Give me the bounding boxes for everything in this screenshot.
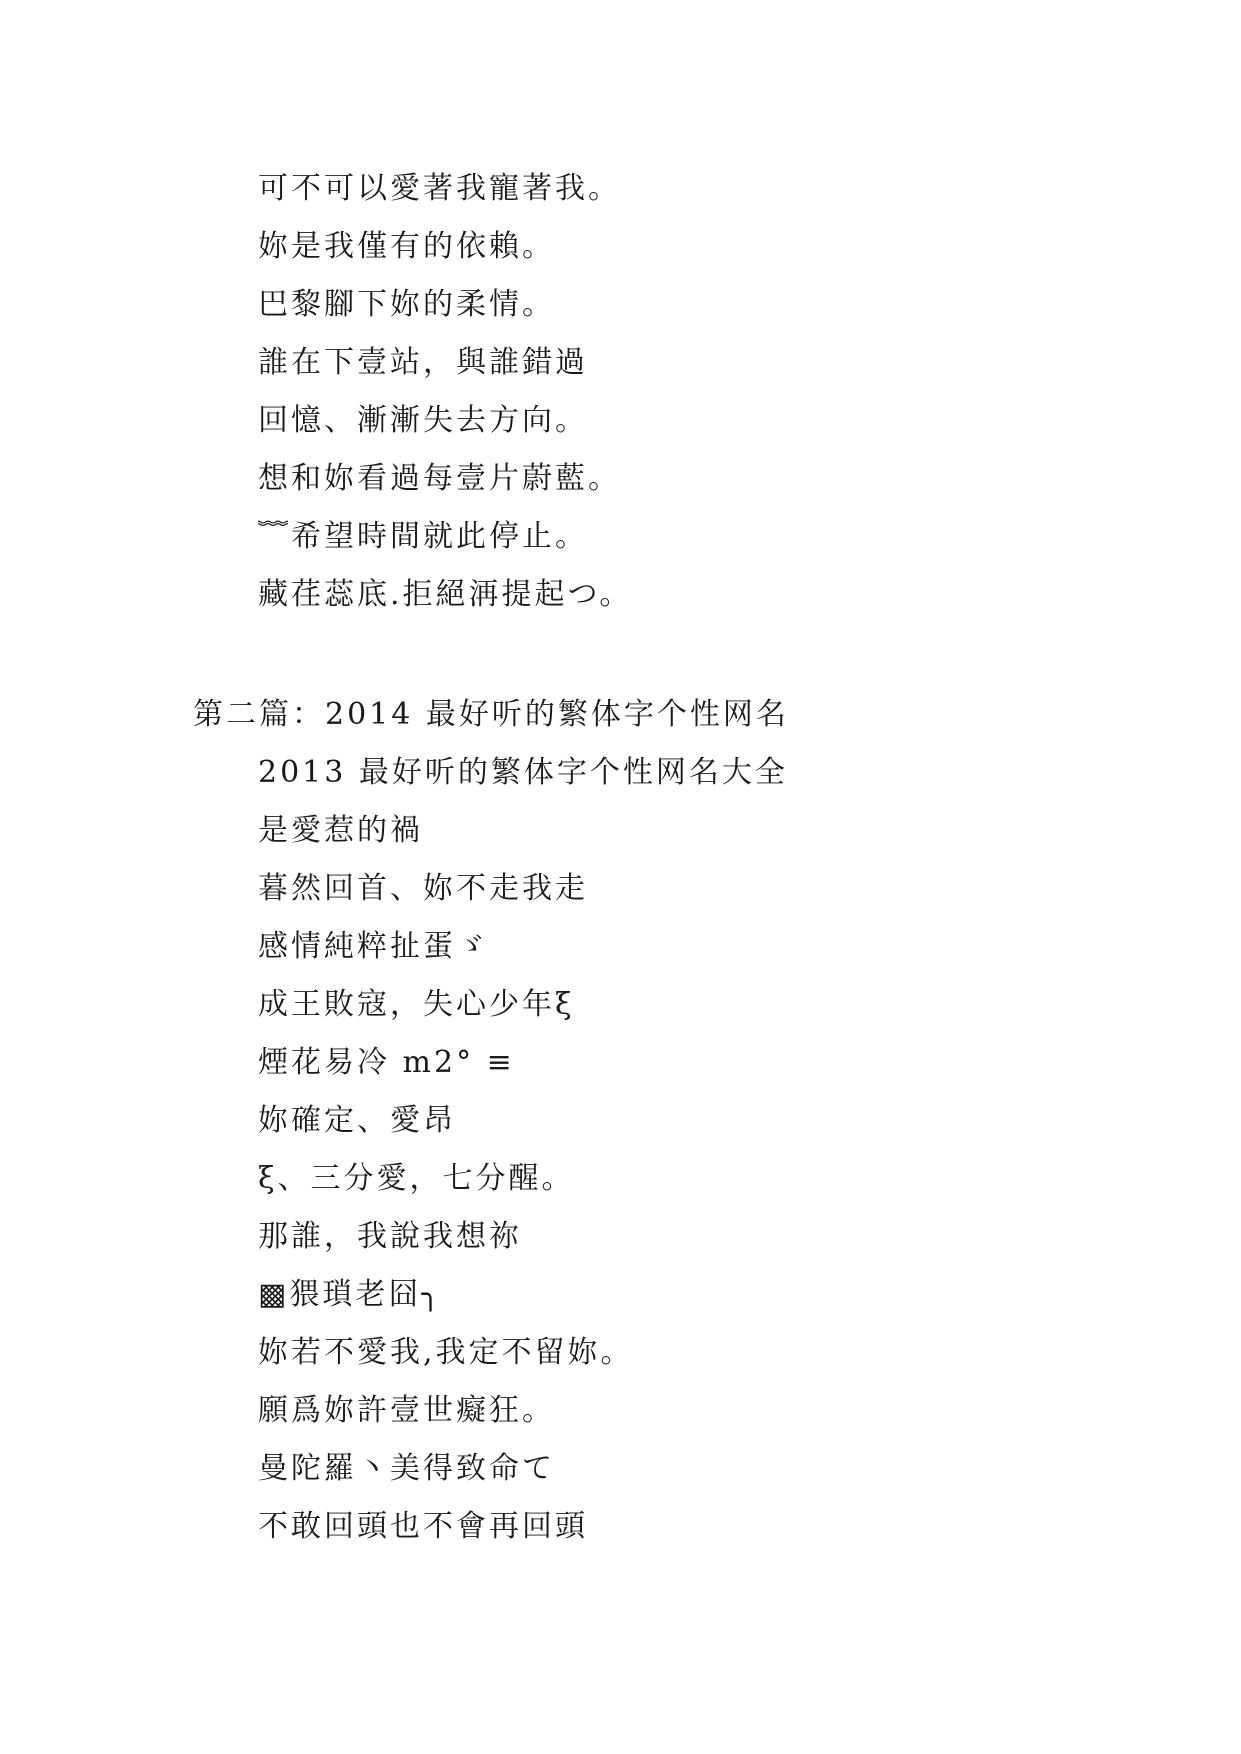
list-item: 是愛惹的禍 xyxy=(258,813,423,848)
list-item: ξ、三分愛，七分醒。 xyxy=(258,1161,575,1196)
list-item: 感情純粹扯蛋ゞ xyxy=(258,929,489,964)
list-item: 煙花易冷 m2° ≡ xyxy=(258,1045,515,1080)
list-item: 曼陀羅丶美得致命て xyxy=(258,1451,555,1486)
list-item: 妳若不愛我,我定不留妳。 xyxy=(258,1335,634,1370)
list-item: 2013 最好听的繁体字个性网名大全 xyxy=(258,755,788,790)
list-item: 成王敗寇，失心少年ξ xyxy=(258,987,575,1022)
section-heading: 第二篇：2014 最好听的繁体字个性网名 xyxy=(193,697,789,732)
text-line: 妳是我僅有的依賴。 xyxy=(258,229,555,264)
name-list-section-2 xyxy=(258,744,788,1556)
text-line: ﹌希望時間就此停止。 xyxy=(258,519,588,554)
list-item: ▩猥瑣老囧╮ xyxy=(258,1277,443,1312)
list-item: 暮然回首、妳不走我走 xyxy=(258,871,588,906)
list-item: 妳確定、愛昂 xyxy=(258,1103,456,1138)
text-line: 可不可以愛著我寵著我。 xyxy=(258,171,621,206)
list-item: 願爲妳許壹世癡狂。 xyxy=(258,1393,555,1428)
text-line: 巴黎腳下妳的柔情。 xyxy=(258,287,555,322)
poem-section-1 xyxy=(258,160,632,624)
text-line: 想和妳看過每壹片蔚藍。 xyxy=(258,461,621,496)
list-item: 不敢回頭也不會再回頭 xyxy=(258,1509,588,1544)
text-line: 回憶、漸漸失去方向。 xyxy=(258,403,588,438)
text-line: 藏荏蕊底.拒絕洅提起つ。 xyxy=(258,577,633,612)
list-item: 那誰，我說我想祢 xyxy=(258,1219,522,1254)
text-line: 誰在下壹站，與誰錯過 xyxy=(258,345,588,380)
